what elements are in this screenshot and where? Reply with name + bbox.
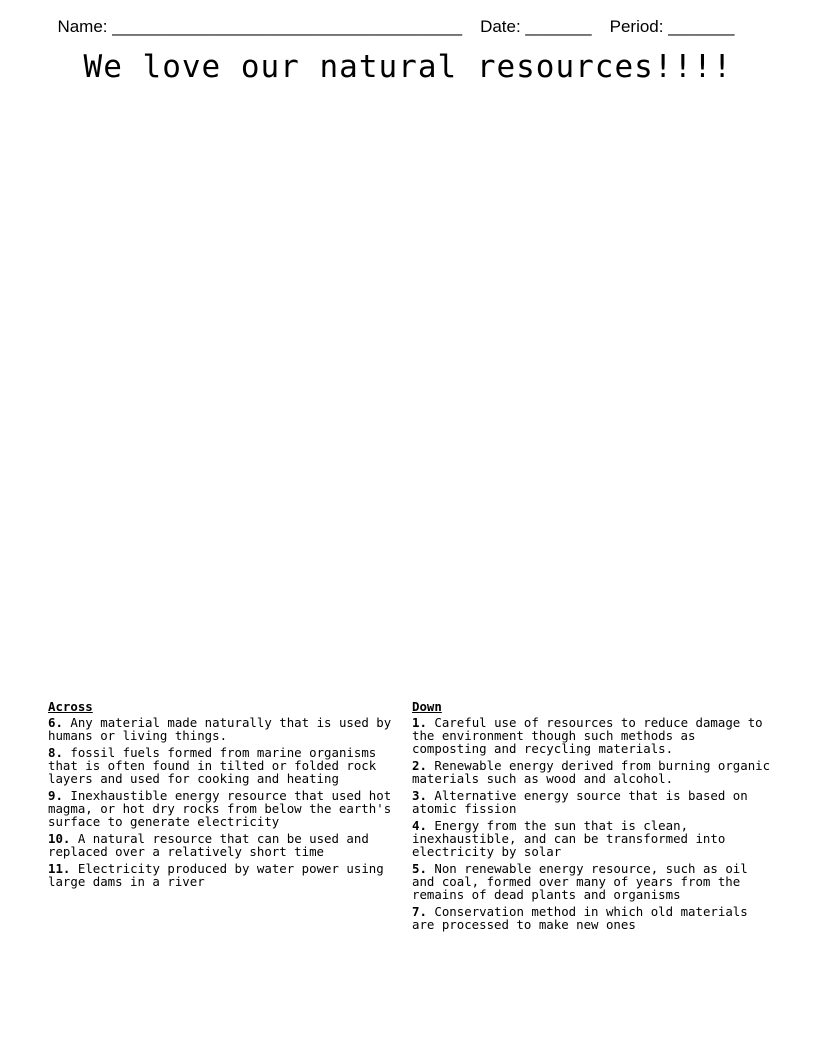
clue-number: 7. (412, 904, 427, 919)
down-clues (412, 700, 772, 935)
clue-across-10 (48, 832, 398, 858)
clue-text: Electricity produced by water power using large dams in a river (48, 861, 384, 889)
crossword-grid-area (48, 100, 768, 690)
period-field[interactable]: Period: _______ (609, 17, 735, 36)
clue-text: Inexhaustible energy resource that used hot magma, or hot dry rocks from below the earth's surface to generate electricity (48, 788, 392, 829)
clue-across-8 (48, 746, 398, 785)
clue-across-9 (48, 789, 398, 828)
clue-number: 1. (412, 715, 427, 730)
date-field[interactable]: Date: _______ (480, 17, 592, 36)
clue-down-2 (412, 759, 772, 785)
clue-text: Energy from the sun that is clean, inexhaustible, and can be transformed into electricity by solar (412, 818, 726, 859)
header-fields (48, 0, 734, 36)
clue-text: A natural resource that can be used and replaced over a relatively short time (48, 831, 369, 859)
page-title: We love our natural resources!!!! (83, 49, 733, 85)
clue-number: 5. (412, 861, 427, 876)
clue-number: 9. (48, 788, 63, 803)
clue-text: Conservation method in which old materials are processed to make new ones (412, 904, 748, 932)
clue-number: 6. (48, 715, 63, 730)
clue-number: 3. (412, 788, 427, 803)
clue-across-11 (48, 862, 398, 888)
clue-text: fossil fuels formed from marine organisms that is often found in tilted or folded rock layers and used for cooking and heating (48, 745, 377, 786)
clue-down-1 (412, 716, 772, 755)
clue-number: 8. (48, 745, 63, 760)
clue-text: Any material made naturally that is used by humans or living things. (48, 715, 392, 743)
clue-text: Non renewable energy resource, such as oil and coal, formed over many of years from the remains of dead plants and organisms (412, 861, 748, 902)
clue-number: 2. (412, 758, 427, 773)
down-heading: Down (412, 699, 442, 714)
clue-down-7 (412, 905, 772, 931)
name-field[interactable]: Name: _____________________________________ (57, 17, 463, 36)
clue-number: 11. (48, 861, 71, 876)
clue-text: Renewable energy derived from burning organic materials such as wood and alcohol. (412, 758, 771, 786)
clue-down-3 (412, 789, 772, 815)
clue-number: 10. (48, 831, 71, 846)
clue-down-5 (412, 862, 772, 901)
clue-number: 4. (412, 818, 427, 833)
clue-across-6 (48, 716, 398, 742)
across-heading: Across (48, 699, 93, 714)
clue-text: Alternative energy source that is based on atomic fission (412, 788, 748, 816)
across-clues (48, 700, 398, 892)
clue-text: Careful use of resources to reduce damage to the environment though such methods as composting and recycling materials. (412, 715, 763, 756)
clue-down-4 (412, 819, 772, 858)
